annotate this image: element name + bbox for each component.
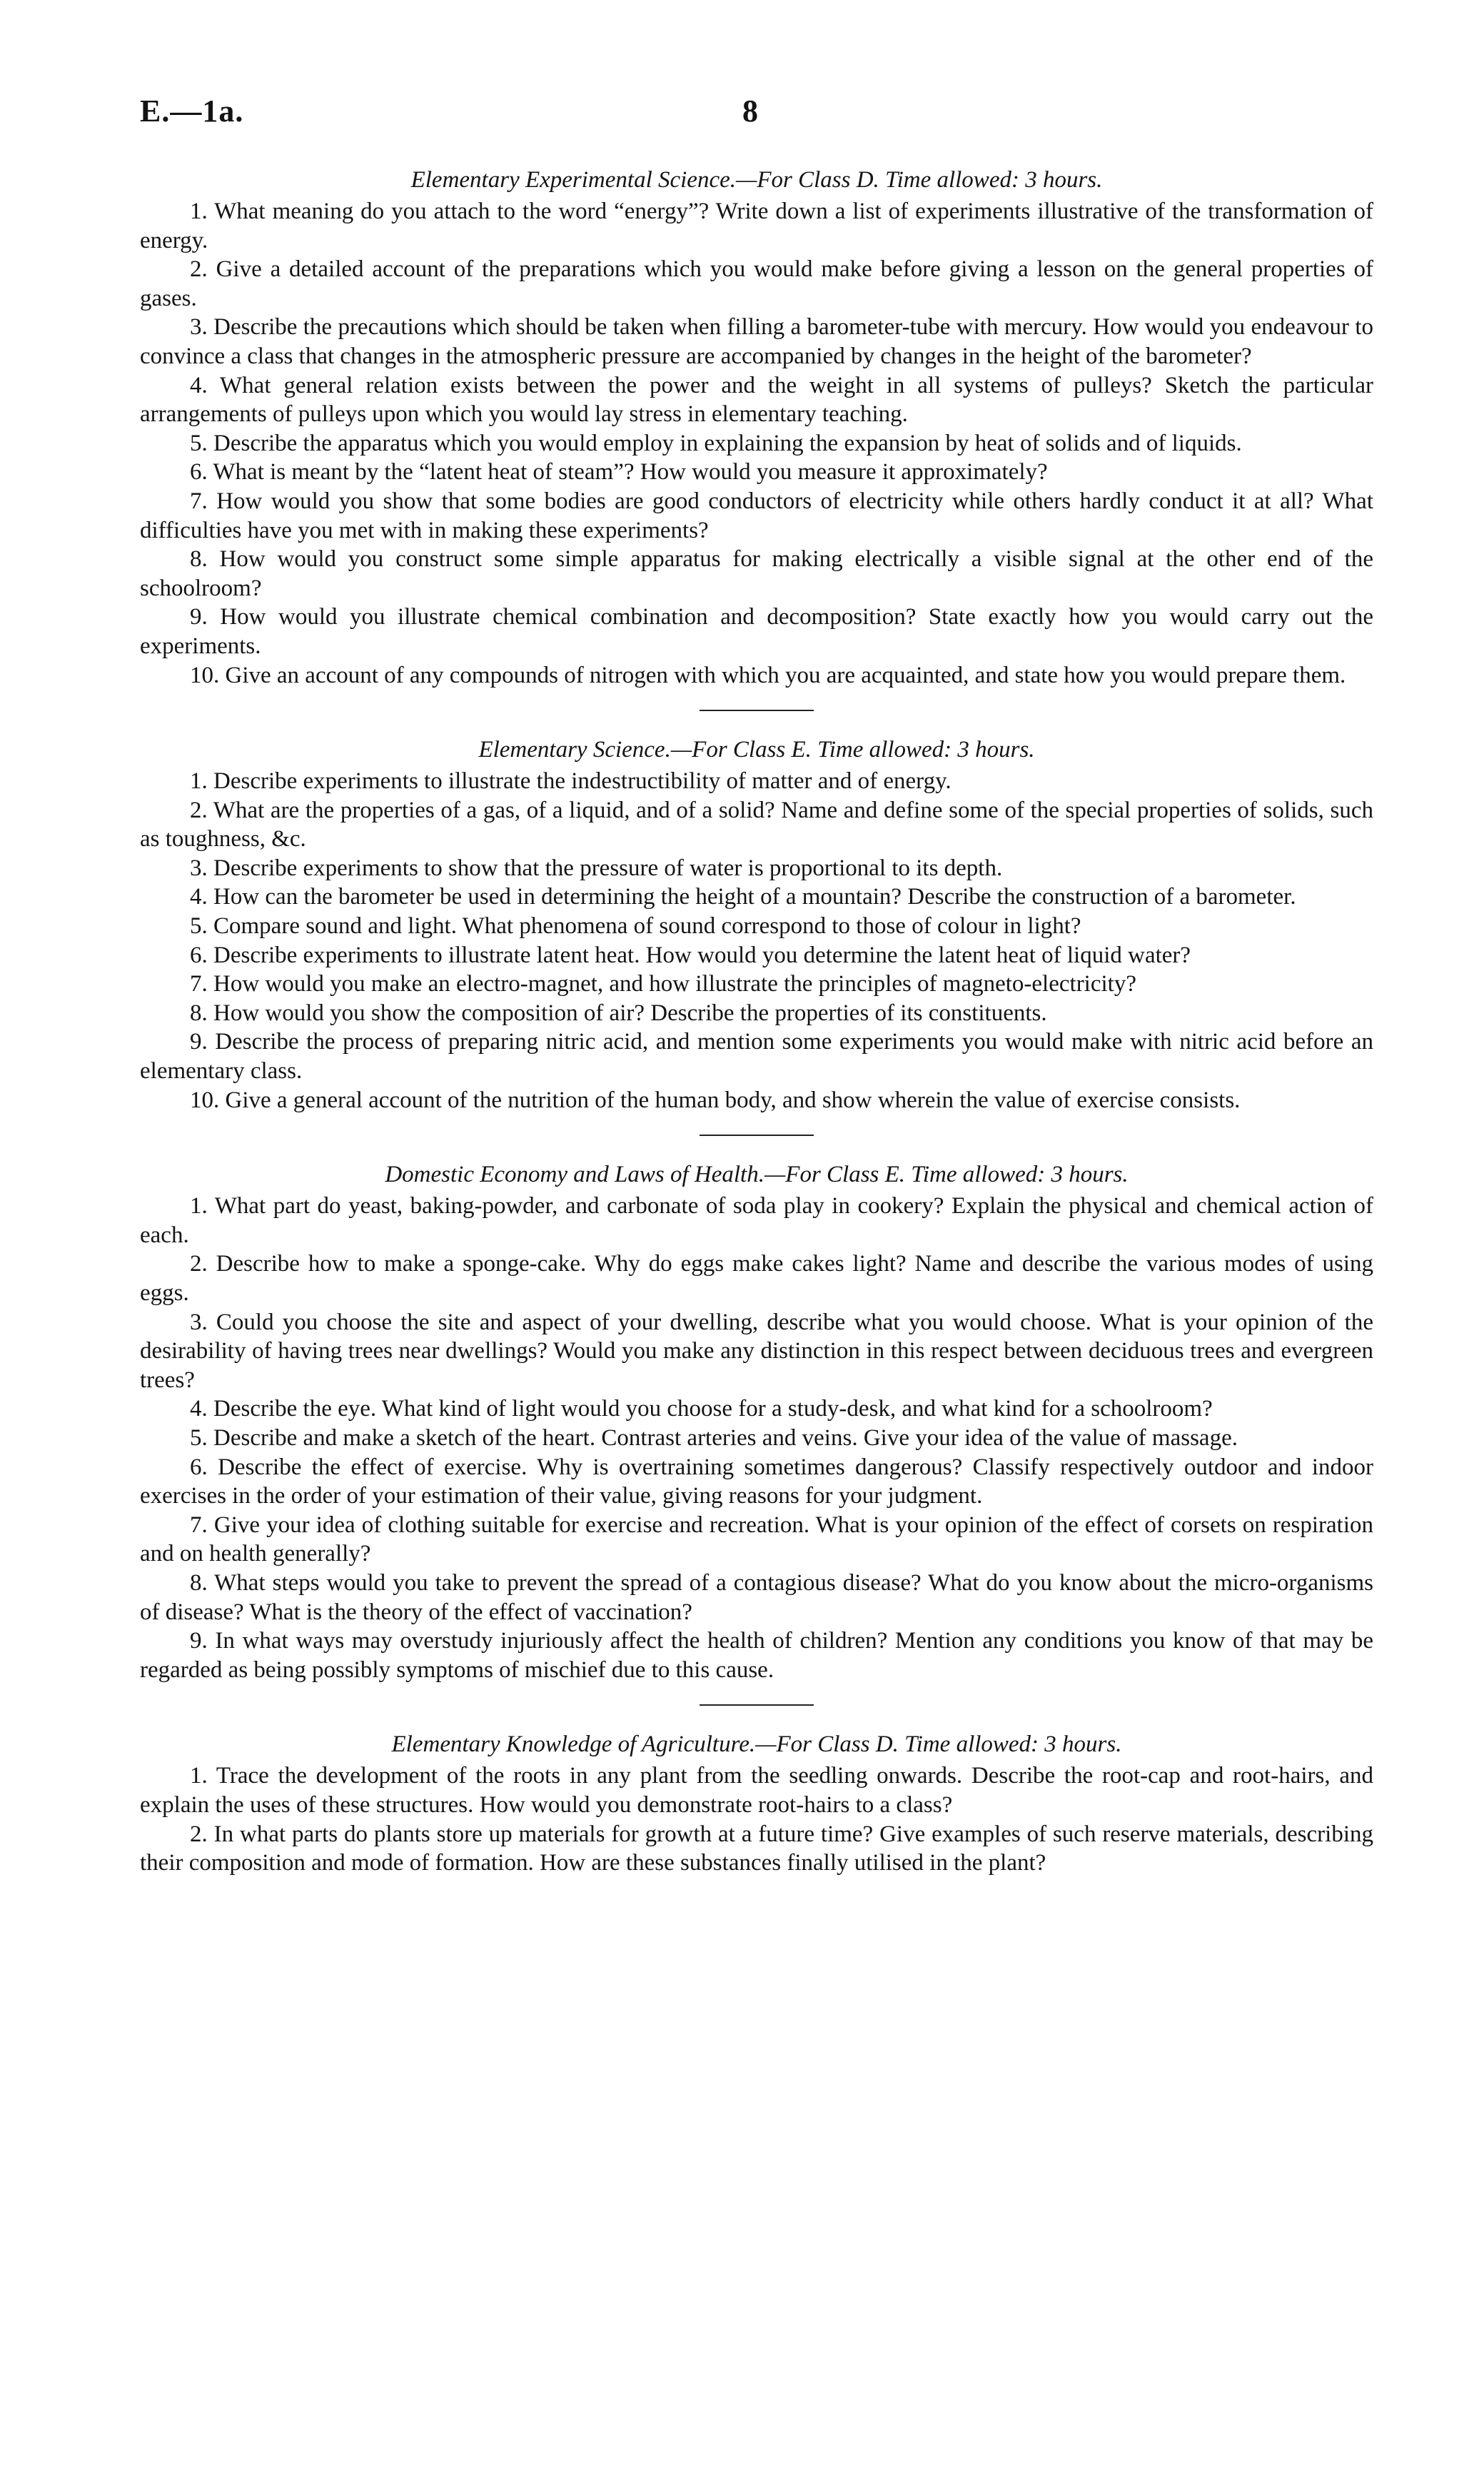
section-title: Domestic Economy and Laws of Health.—For Class E. Time allowed: 3 hours. xyxy=(385,1162,1129,1188)
question: 6. Describe experiments to illustrate latent heat. How would you determine the latent heat of liquid water? xyxy=(190,942,1191,968)
exam-section xyxy=(140,1160,1373,1684)
question: 8. How would you construct some simple apparatus for making electrically a visible signal at the other end of the schoolroom? xyxy=(140,546,1373,601)
exam-section xyxy=(140,735,1373,1115)
question: 5. Describe the apparatus which you would employ in explaining the expansion by heat of solids and of liquids. xyxy=(190,430,1242,456)
question: 8. What steps would you take to prevent the spread of a contagious disease? What do you know about the micro-organisms of disease? What is the theory of the effect of vaccination? xyxy=(140,1569,1373,1625)
section-title: Elementary Experimental Science.—For Class D. Time allowed: 3 hours. xyxy=(410,167,1103,193)
section-divider xyxy=(700,1135,814,1136)
page-content xyxy=(140,166,1373,1878)
question: 1. Describe experiments to illustrate the indestructibility of matter and of energy. xyxy=(190,768,952,795)
question: 9. Describe the process of preparing nitric acid, and mention some experiments you would make with nitric acid before an elementary class. xyxy=(140,1029,1373,1085)
question: 4. How can the barometer be used in determining the height of a mountain? Describe the construction of a barometer. xyxy=(190,884,1296,910)
page-number: 8 xyxy=(742,94,759,129)
question: 8. How would you show the composition of air? Describe the properties of its constituents. xyxy=(190,1000,1047,1026)
question: 7. Give your idea of clothing suitable for exercise and recreation. What is your opinion of the effect of corsets on respiration and on health generally? xyxy=(140,1512,1373,1567)
section-title: Elementary Knowledge of Agriculture.—For Class D. Time allowed: 3 hours. xyxy=(391,1731,1122,1758)
question: 5. Describe and make a sketch of the heart. Contrast arteries and veins. Give your idea of the value of massage. xyxy=(190,1424,1238,1451)
exam-section xyxy=(140,1730,1373,1877)
question: 7. How would you make an electro-magnet, and how illustrate the principles of magneto-electricity? xyxy=(190,971,1136,997)
question: 6. Describe the effect of exercise. Why is overtraining sometimes dangerous? Classify respectively outdoor and indoor exercises in the order of your estimation of their value, giving reasons for your judgment. xyxy=(140,1454,1373,1509)
question: 4. Describe the eye. What kind of light would you choose for a study-desk, and what kind for a schoolroom? xyxy=(190,1396,1213,1422)
section-divider xyxy=(700,710,814,711)
question: 3. Describe experiments to show that the pressure of water is proportional to its depth. xyxy=(190,855,1003,881)
question: 9. How would you illustrate chemical combination and decomposition? State exactly how you would carry out the experiments. xyxy=(140,604,1373,659)
question: 2. What are the properties of a gas, of a liquid, and of a solid? Name and define some of the special properties of solids, such as toughness, &c. xyxy=(140,797,1373,853)
question: 1. What meaning do you attach to the word “energy”? Write down a list of experiments illustrative of the transformation of energy. xyxy=(140,198,1373,253)
question: 9. In what ways may overstudy injuriously affect the health of children? Mention any conditions you know of that may be regarded as being possibly symptoms of mischief due to this cause. xyxy=(140,1628,1373,1683)
question: 10. Give a general account of the nutrition of the human body, and show wherein the value of exercise consists. xyxy=(190,1087,1241,1113)
exam-section xyxy=(140,166,1373,690)
question: 2. In what parts do plants store up materials for growth at a future time? Give examples of such reserve materials, describing their composition and mode of formation. How are these substances finally utilised in the plant? xyxy=(140,1821,1373,1876)
question: 6. What is meant by the “latent heat of steam”? How would you measure it approximately? xyxy=(190,459,1048,486)
section-divider xyxy=(700,1704,814,1706)
question: 2. Give a detailed account of the preparations which you would make before giving a lesson on the general properties of gases. xyxy=(140,256,1373,311)
question: 4. What general relation exists between the power and the weight in all systems of pulleys? Sketch the particular arrangements of pulleys upon which you would lay stress in elementary teaching. xyxy=(140,372,1373,428)
question: 10. Give an account of any compounds of nitrogen with which you are acquainted, and state how you would prepare them. xyxy=(190,662,1346,688)
question: 3. Could you choose the site and aspect of your dwelling, describe what you would choose. What is your opinion of the desirability of having trees near dwellings? Would you make any distinction in this respect between deciduous trees and evergreen trees? xyxy=(140,1309,1373,1393)
question: 7. How would you show that some bodies are good conductors of electricity while others hardly conduct it at all? What difficulties have you met with in making these experiments? xyxy=(140,488,1373,543)
question: 5. Compare sound and light. What phenomena of sound correspond to those of colour in light? xyxy=(190,913,1081,940)
question: 3. Describe the precautions which should be taken when filling a barometer-tube with mercury. How would you endeavour to convince a class that changes in the atmospheric pressure are accompanied by changes in the height of the barometer? xyxy=(140,314,1373,369)
question: 1. What part do yeast, baking-powder, and carbonate of soda play in cookery? Explain the physical and chemical action of each. xyxy=(140,1193,1373,1248)
document-code: E.—1a. xyxy=(140,94,244,129)
question: 1. Trace the development of the roots in any plant from the seedling onwards. Describe the root-cap and root-hairs, and explain the uses of these structures. How would you demonstrate root-hairs to a class? xyxy=(140,1763,1373,1818)
question: 2. Describe how to make a sponge-cake. Why do eggs make cakes light? Name and describe the various modes of using eggs. xyxy=(140,1251,1373,1306)
section-title: Elementary Science.—For Class E. Time allowed: 3 hours. xyxy=(478,737,1035,763)
